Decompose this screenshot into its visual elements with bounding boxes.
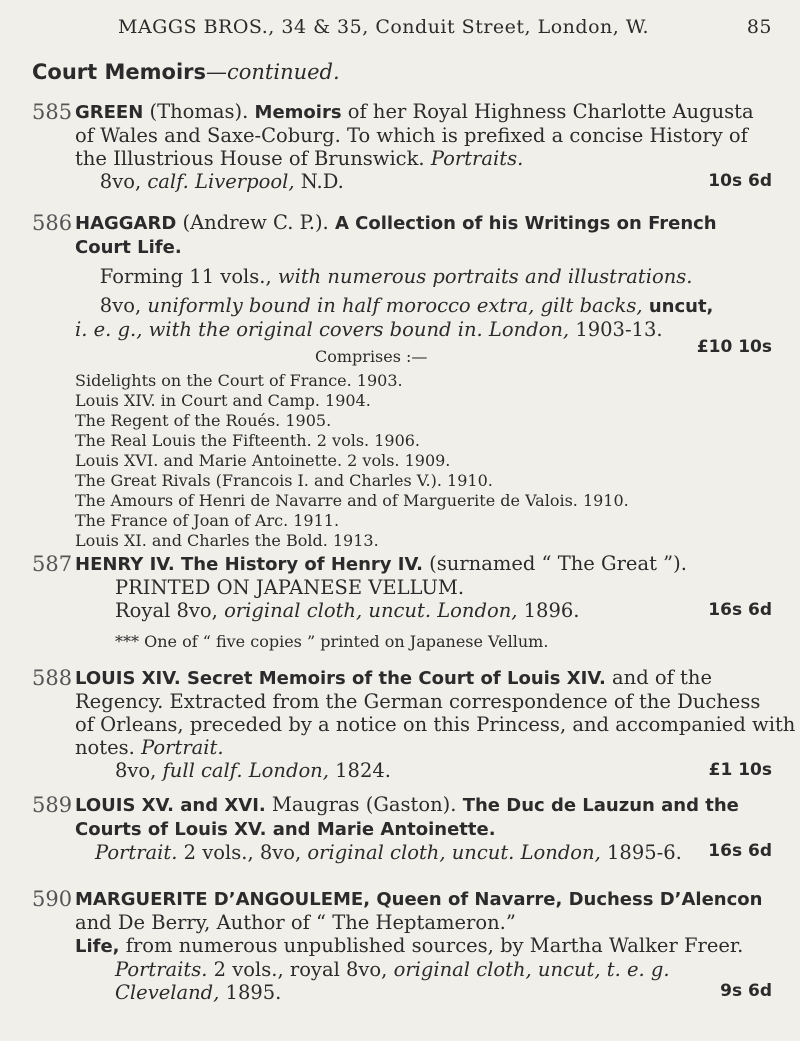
entry-body — [75, 100, 772, 193]
lot-number: 587 — [32, 552, 73, 576]
entry-format: 8vo, — [99, 294, 148, 317]
entry-title: Memoirs — [254, 102, 342, 123]
entry-title-cont: Court Life. — [75, 237, 182, 258]
lot-number: 588 — [32, 666, 73, 690]
entry-text: Maugras (Gaston). — [265, 793, 463, 816]
entry-date: 1895. — [219, 981, 282, 1004]
entry-uncut: uncut, — [648, 296, 714, 317]
entry-title: MARGUERITE D’ANGOULEME, Queen of Navarre, Duchess D’Alencon — [75, 889, 763, 910]
entry-binding: original cloth, uncut. London, — [224, 599, 518, 622]
entry-text: notes. — [75, 736, 142, 759]
entry-text: (Thomas). — [143, 100, 255, 123]
entry-line: of Orleans, preceded by a notice on this Princess, and accompanied with — [75, 713, 796, 736]
entry-author: HAGGARD — [75, 213, 177, 234]
page-number: 85 — [746, 16, 772, 38]
entry-title-cont: Courts of Louis XV. and Marie Antoinette. — [75, 819, 496, 840]
entry-price: 16s 6d — [708, 841, 772, 861]
entry-title: The Duc de Lauzun and the — [462, 795, 739, 816]
lot-number: 589 — [32, 793, 73, 817]
entry-title: HENRY IV. The History of Henry IV. — [75, 554, 423, 575]
entry-price: 9s 6d — [720, 981, 772, 1001]
entry-price: 10s 6d — [708, 171, 772, 191]
entry-body — [75, 552, 772, 652]
entry-price: 16s 6d — [708, 600, 772, 620]
list-item: Louis XIV. in Court and Camp. 1904. — [75, 391, 371, 410]
entry-title: LOUIS XIV. Secret Memoirs of the Court of Louis XIV. — [75, 668, 606, 689]
lot-number: 586 — [32, 211, 73, 235]
list-item: The Regent of the Roués. 1905. — [75, 411, 332, 430]
entry-note: *** One of “ five copies ” printed on Japanese Vellum. — [115, 632, 549, 651]
entry-date: 1903-13. — [569, 318, 663, 341]
entry-format: 8vo, — [99, 170, 148, 193]
entry-date: 1824. — [328, 759, 391, 782]
entry-body — [75, 887, 772, 1004]
entry-price: £10 10s — [696, 337, 772, 357]
page-header — [118, 16, 772, 38]
entry-text: (Andrew C. P.). — [176, 211, 335, 234]
entry-price: £1 10s — [708, 760, 772, 780]
section-heading — [32, 60, 340, 84]
list-item: The Amours of Henri de Navarre and of Marguerite de Valois. 1910. — [75, 491, 629, 510]
entry-binding: original cloth, uncut. London, — [307, 841, 601, 864]
list-item: Louis XVI. and Marie Antoinette. 2 vols. 1909. — [75, 451, 451, 470]
entry-line: of Wales and Saxe-Coburg. To which is prefixed a concise History of — [75, 124, 748, 147]
list-item: The Great Rivals (Francois I. and Charles V.). 1910. — [75, 471, 493, 490]
entry-illustrations: Portraits. — [430, 147, 524, 170]
entry-text: and of the — [605, 666, 712, 689]
list-item: Louis XI. and Charles the Bold. 1913. — [75, 531, 379, 550]
entry-line: and De Berry, Author of “ The Heptameron.” — [75, 911, 516, 934]
entry-date: 1895-6. — [600, 841, 682, 864]
entry-illustrations: Portrait. — [95, 841, 178, 864]
list-item: Sidelights on the Court of France. 1903. — [75, 371, 403, 390]
entry-author: LOUIS XV. and XVI. — [75, 795, 266, 816]
entry-line: Regency. Extracted from the German correspondence of the Duchess — [75, 690, 761, 713]
entry-date: N.D. — [294, 170, 344, 193]
entry-date: 1896. — [517, 599, 580, 622]
entry-illustrations: with numerous portraits and illustrations. — [277, 265, 693, 288]
entry-text: (surnamed “ The Great ”). — [422, 552, 687, 575]
entry-text: the Illustrious House of Brunswick. — [75, 147, 431, 170]
entry-place: Cleveland, — [115, 981, 220, 1004]
list-item: The Real Louis the Fifteenth. 2 vols. 1906. — [75, 431, 421, 450]
list-item: The France of Joan of Arc. 1911. — [75, 511, 340, 530]
entry-body — [75, 666, 796, 782]
entry-format: 2 vols., 8vo, — [177, 841, 308, 864]
lot-number: 590 — [32, 887, 73, 911]
entry-body — [75, 793, 772, 864]
entry-text: of her Royal Highness Charlotte Augusta — [341, 100, 754, 123]
entry-text: from numerous unpublished sources, by Martha Walker Freer. — [119, 934, 744, 957]
entry-subtitle: Life, — [75, 936, 120, 957]
entry-binding: calf. Liverpool, — [147, 170, 295, 193]
entry-illustrations: Portraits. — [115, 958, 208, 981]
comprises-label: Comprises :— — [315, 347, 428, 366]
entry-binding: original cloth, uncut, t. e. g. — [393, 958, 670, 981]
titles-list — [75, 371, 772, 551]
section-title: Court Memoirs — [32, 60, 206, 84]
entry-title: A Collection of his Writings on French — [334, 213, 717, 234]
entry-binding: uniformly bound in half morocco extra, gilt backs, — [147, 294, 649, 317]
entry-format: Royal 8vo, — [115, 599, 225, 622]
entry-line: PRINTED ON JAPANESE VELLUM. — [115, 576, 465, 599]
entry-text: Forming 11 vols., — [99, 265, 278, 288]
lot-number: 585 — [32, 100, 73, 124]
entry-author: GREEN — [75, 102, 144, 123]
entry-binding: i. e. g., with the original covers bound in. London, — [75, 318, 570, 341]
section-continued: —continued. — [206, 60, 340, 84]
entry-illustrations: Portrait. — [141, 736, 224, 759]
entry-binding: full calf. London, — [162, 759, 329, 782]
header-text: MAGGS BROS., 34 & 35, Conduit Street, London, W. — [118, 16, 650, 38]
entry-body — [75, 211, 772, 551]
entry-format: 8vo, — [115, 759, 163, 782]
entry-format: 2 vols., royal 8vo, — [207, 958, 394, 981]
